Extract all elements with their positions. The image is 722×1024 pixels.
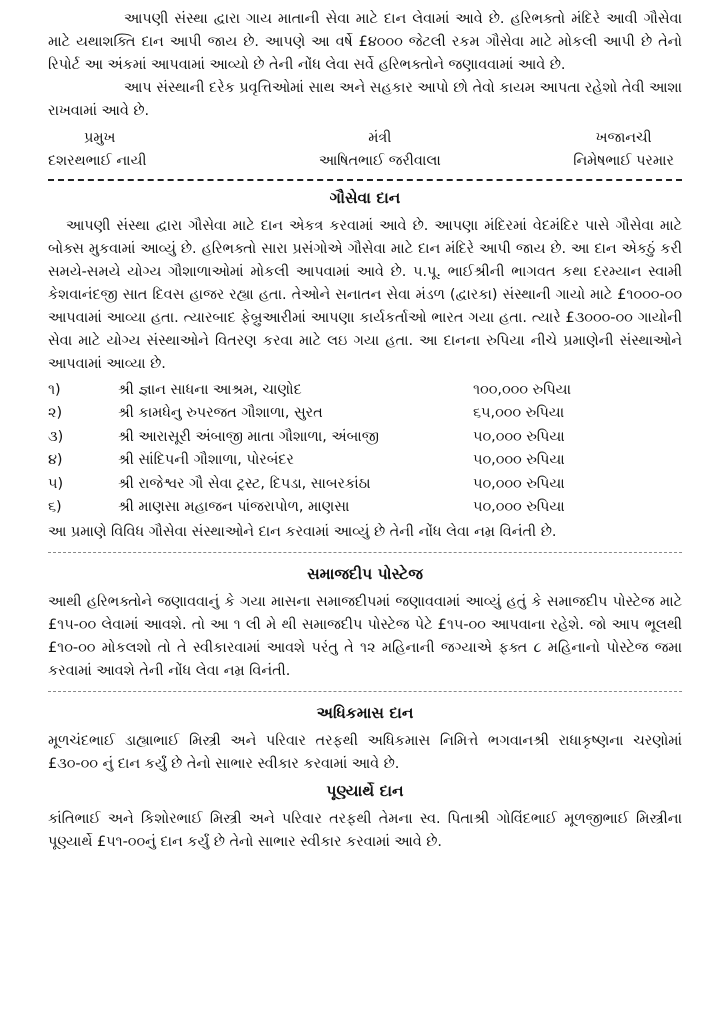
- intro-paragraph-2: આપ સંસ્થાની દરેક પ્રવૃત્તિઓમાં સાથ અને સહકાર આપો છો તેવો કાયમ આપતા રહેશો તેવી આશા રાખવામાં આવે છે.: [48, 80, 682, 119]
- row-institution: શ્રી રાજેશ્વર ગૌ સેવા ટ્રસ્ટ, દિપડા, સાબરકાંઠા: [118, 475, 371, 492]
- adhikmas-body: મૂળચંદભાઈ ડાહ્યાભાઈ મિસ્ત્રી અને પરિવાર તરફથી અધિકમાસ નિમિત્તે ભગવાનશ્રી રાધાકૃષ્ણના ચરણોમાં £૩૦-૦૦ નું દાન કર્યું છે તેનો સાભાર સ્વીકાર કરવામાં આવે છે.: [48, 733, 682, 772]
- row-number: ૧): [48, 381, 61, 398]
- adhikmas-heading: અધિકમાસ દાન: [316, 704, 414, 722]
- row-institution: શ્રી જ્ઞાન સાધના આશ્રમ, ચાણોદ: [118, 381, 302, 398]
- punyarthe-body: કાંતિભાઈ અને કિશોરભાઈ મિસ્ત્રી અને પરિવાર તરફથી તેમના સ્વ. પિતાશ્રી ગોવિંદભાઈ મૂળજીભાઈ મિસ્ત્રીના પૂણ્યાર્થે £૫૧-૦૦નું દાન કર્યું છે તેનો સાભાર સ્વીકાર કરવામાં આવે છે.: [48, 811, 682, 850]
- table-row: [48, 449, 682, 473]
- row-amount: ૫૦,૦૦૦ રુપિયા: [473, 475, 565, 492]
- donation-table: [48, 378, 682, 519]
- row-amount: ૫૦,૦૦૦ રુપિયા: [473, 428, 565, 445]
- intro-paragraph-1: આપણી સંસ્થા દ્વારા ગાય માતાની સેવા માટે દાન લેવામાં આવે છે. હરિભક્તો મંદિરે આવી ગૌસેવા માટે યથાશક્તિ દાન આપી જાય છે. આપણે આ વર્ષે £૪૦૦૦ જેટલી રકમ ગૌસેવા માટે મોકલી આપી છે તેનો રિપોર્ટ આ અંકમાં આપવામાં આવ્યો છે તેની નોંધ લેવા સર્વે હરિભક્તોને જણાવવામાં આવે છે.: [48, 11, 682, 73]
- table-row: [48, 402, 682, 426]
- signatory-role: મંત્રી: [368, 130, 392, 146]
- table-row: [48, 472, 682, 496]
- row-institution: શ્રી સાંદિપની ગૌશાળા, પોરબંદર: [118, 452, 294, 469]
- row-number: ૬): [48, 499, 62, 516]
- samajdeep-body: આથી હરિભક્તોને જણાવવાનું કે ગયા માસના સમાજદીપમાં જણાવવામાં આવ્યું હતું કે સમાજદીપ પોસ્ટેજ માટે £૧૫-૦૦ લેવામાં આવશે. તો આ ૧ લી મે થી સમાજદીપ પોસ્ટેજ પેટે £૧૫-૦૦ આપવાના રહેશે. જો આપ ભૂલથી £૧૦-૦૦ મોકલશો તો તે સ્વીકારવામાં આવશે પરંતુ તે ૧૨ મહિનાની જગ્યાએ ફક્ત ૮ મહિનાનો પોસ્ટેજ જમા કરવામાં આવશે તેની નોંધ લેવા નમ્ર વિનંતી.: [48, 594, 682, 679]
- signatory-role: પ્રમુખ: [84, 130, 116, 146]
- section-divider: [48, 552, 682, 553]
- signatories: [48, 127, 682, 173]
- row-number: ૫): [48, 475, 64, 492]
- row-number: ૪): [48, 452, 63, 469]
- signatory-name: નિમેષભાઈ પરમાર: [573, 153, 674, 169]
- section-divider: [48, 691, 682, 692]
- row-institution: શ્રી કામધેનુ રુપરજત ગૌશાળા, સુરત: [118, 405, 323, 422]
- table-row: [48, 378, 682, 402]
- table-row: [48, 425, 682, 449]
- table-row: [48, 496, 682, 520]
- signatory-treasurer: [573, 127, 674, 173]
- row-amount: ૫૦,૦૦૦ રુપિયા: [473, 499, 565, 516]
- punyarthe-heading: પૂણ્યાર્થે દાન: [326, 782, 404, 800]
- row-amount: ૫૦,૦૦૦ રુપિયા: [473, 452, 565, 469]
- row-number: ૨): [48, 405, 63, 422]
- row-institution: શ્રી આરાસૂરી અંબાજી માતા ગૌશાળા, અંબાજી: [118, 428, 379, 445]
- signatory-secretary: [319, 127, 441, 173]
- row-amount: ૧૦૦,૦૦૦ રુપિયા: [473, 381, 571, 398]
- signatory-role: ખજાનચી: [595, 130, 652, 146]
- gauseva-heading: ગૌસેવા દાન: [329, 189, 401, 207]
- samajdeep-heading: સમાજદીપ પોસ્ટેજ: [307, 565, 423, 583]
- row-institution: શ્રી માણસા મહાજન પાંજરાપોળ, માણસા: [118, 499, 350, 516]
- row-number: ૩): [48, 428, 64, 445]
- signatory-name: દશરથભાઈ નાયી: [48, 153, 147, 169]
- row-amount: ૬૫,૦૦૦ રુપિયા: [473, 405, 565, 422]
- signatory-president: [48, 127, 147, 173]
- signatory-name: આષિતભાઈ જરીવાલા: [318, 153, 441, 169]
- section-divider: [48, 179, 682, 181]
- gauseva-closing: આ પ્રમાણે વિવિધ ગૌસેવા સંસ્થાઓને દાન કરવામાં આવ્યું છે તેની નોંધ લેવા નમ્ર વિનંતી છે.: [48, 524, 557, 540]
- gauseva-body: આપણી સંસ્થા દ્વારા ગૌસેવા માટે દાન એકત્ર કરવામાં આવે છે. આપણા મંદિરમાં વેદમંદિર પાસે ગૌસેવા માટે બોક્સ મુકવામાં આવ્યું છે. હરિભક્તો સારા પ્રસંગોએ ગૌસેવા માટે દાન મંદિરે આપી જાય છે. આ દાન એકઠું કરી સમયે-સમયે યોગ્ય ગૌશાળાઓમાં મોકલી આપવામાં આવે છે. પ.પૂ. ભાઈશ્રીની ભાગવત કથા દરમ્યાન સ્વામી કેશવાનંદજી સાત દિવસ હાજર રહ્યા હતા. તેઓને સનાતન સેવા મંડળ (દ્વારકા) સંસ્થાની ગાયો માટે £૧૦૦૦-૦૦ આપવામાં આવ્યા હતા. ત્યારબાદ ફેબ્રુઆરીમાં આપણા કાર્યકર્તાઓ ભારત ગયા હતા. ત્યારે £૩૦૦૦-૦૦ ગાયોની સેવા માટે યોગ્ય સંસ્થાઓને વિતરણ કરવા માટે લઇ ગયા હતા. આ દાનના રુપિયા નીચે પ્રમાણેની સંસ્થાઓને આપવામાં આવ્યા છે.: [48, 218, 682, 372]
